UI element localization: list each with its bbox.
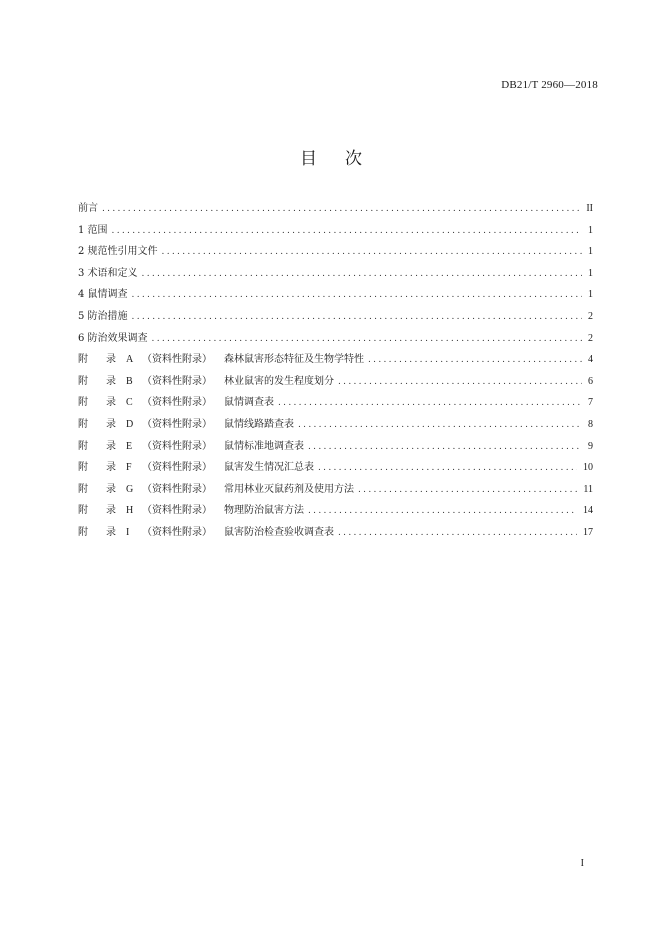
- toc-entry-page: 1: [588, 224, 593, 236]
- appendix-letter: H: [126, 505, 134, 517]
- toc-title: [0, 144, 662, 169]
- toc-appendix-label: [78, 479, 354, 501]
- toc-leader-dots: [338, 372, 582, 393]
- appendix-type: （资料性附录）: [142, 526, 212, 538]
- appendix-letter: B: [126, 375, 133, 387]
- toc-appendix-label: [78, 371, 334, 393]
- table-of-contents: [78, 198, 593, 544]
- appendix-word-1: 附: [78, 526, 88, 538]
- appendix-letter: F: [126, 462, 132, 474]
- toc-leader-dots: [298, 415, 582, 436]
- toc-leader-dots: [308, 501, 577, 522]
- appendix-letter: I: [126, 526, 130, 538]
- toc-entry-terms-definitions[interactable]: [78, 263, 593, 285]
- toc-entry-label: 前言: [78, 203, 98, 214]
- appendix-type: （资料性附录）: [142, 397, 212, 409]
- toc-entry-rodent-survey[interactable]: [78, 284, 593, 306]
- appendix-word-2: 录: [106, 462, 116, 474]
- toc-leader-dots: [152, 329, 582, 350]
- appendix-title: 鼠情调查表: [224, 397, 274, 409]
- toc-appendix-g[interactable]: [78, 479, 593, 501]
- toc-appendix-label: [78, 522, 334, 544]
- toc-appendix-label: [78, 436, 304, 458]
- toc-entry-page: 2: [588, 310, 593, 322]
- toc-leader-dots: [132, 285, 582, 306]
- appendix-type: （资料性附录）: [142, 375, 212, 387]
- toc-leader-dots: [368, 350, 582, 371]
- toc-leader-dots: [132, 307, 582, 328]
- toc-leader-dots: [278, 393, 582, 414]
- toc-entry-page: 14: [583, 505, 593, 517]
- toc-appendix-i[interactable]: [78, 522, 593, 544]
- appendix-word-2: 录: [106, 483, 116, 495]
- appendix-word-2: 录: [106, 354, 116, 366]
- toc-entry-page: 1: [588, 289, 593, 301]
- toc-appendix-label: [78, 500, 304, 522]
- appendix-title: 常用林业灭鼠药剂及使用方法: [224, 483, 354, 495]
- toc-entry-normative-references[interactable]: [78, 241, 593, 263]
- appendix-title: 鼠情标准地调查表: [224, 440, 304, 452]
- toc-entry-foreword[interactable]: [78, 198, 593, 220]
- appendix-word-1: 附: [78, 505, 88, 517]
- toc-appendix-a[interactable]: [78, 349, 593, 371]
- toc-appendix-h[interactable]: [78, 500, 593, 522]
- toc-appendix-b[interactable]: [78, 371, 593, 393]
- toc-entry-page: 11: [583, 483, 593, 495]
- toc-appendix-label: [78, 414, 294, 436]
- appendix-letter: C: [126, 397, 133, 409]
- toc-entry-page: 2: [588, 332, 593, 344]
- appendix-type: （资料性附录）: [142, 418, 212, 430]
- appendix-type: （资料性附录）: [142, 440, 212, 452]
- toc-entry-page: 8: [588, 418, 593, 430]
- appendix-type: （资料性附录）: [142, 462, 212, 474]
- appendix-title: 鼠情线路踏查表: [224, 418, 294, 430]
- appendix-letter: G: [126, 483, 134, 495]
- document-code: DB21/T 2960—2018: [501, 79, 598, 91]
- toc-title-char-1: 目: [300, 149, 317, 169]
- appendix-type: （资料性附录）: [142, 354, 212, 366]
- toc-entry-page: 7: [588, 397, 593, 409]
- toc-leader-dots: [162, 242, 582, 263]
- appendix-word-1: 附: [78, 397, 88, 409]
- appendix-letter: E: [126, 440, 133, 452]
- toc-entry-label: 4 鼠情调查: [78, 289, 128, 301]
- toc-appendix-e[interactable]: [78, 436, 593, 458]
- appendix-word-1: 附: [78, 483, 88, 495]
- appendix-word-2: 录: [106, 526, 116, 538]
- toc-entry-page: 1: [588, 246, 593, 258]
- toc-entry-control-effect-survey[interactable]: [78, 328, 593, 350]
- toc-leader-dots: [358, 480, 577, 501]
- toc-leader-dots: [308, 437, 582, 458]
- toc-appendix-f[interactable]: [78, 457, 593, 479]
- appendix-word-1: 附: [78, 462, 88, 474]
- appendix-word-2: 录: [106, 397, 116, 409]
- toc-title-char-2: 次: [345, 149, 362, 169]
- toc-entry-label: 1 范围: [78, 224, 108, 236]
- appendix-title: 森林鼠害形态特征及生物学特性: [224, 354, 364, 366]
- appendix-word-2: 录: [106, 418, 116, 430]
- toc-appendix-d[interactable]: [78, 414, 593, 436]
- footer-page-number: I: [580, 858, 584, 869]
- toc-appendix-c[interactable]: [78, 392, 593, 414]
- appendix-word-2: 录: [106, 375, 116, 387]
- appendix-word-1: 附: [78, 375, 88, 387]
- toc-entry-label: 3 术语和定义: [78, 267, 138, 279]
- toc-entry-page: 9: [588, 440, 593, 452]
- toc-appendix-label: [78, 457, 314, 479]
- toc-entry-label: 5 防治措施: [78, 310, 128, 322]
- toc-leader-dots: [142, 264, 582, 285]
- appendix-type: （资料性附录）: [142, 505, 212, 517]
- toc-leader-dots: [112, 221, 582, 242]
- toc-entry-page: 17: [583, 526, 593, 538]
- appendix-title: 林业鼠害的发生程度划分: [224, 375, 334, 387]
- toc-appendix-label: [78, 392, 274, 414]
- appendix-letter: D: [126, 418, 134, 430]
- toc-leader-dots: [338, 523, 577, 544]
- toc-entry-page: II: [586, 203, 593, 214]
- appendix-word-1: 附: [78, 418, 88, 430]
- appendix-word-1: 附: [78, 440, 88, 452]
- toc-entry-page: 1: [588, 267, 593, 279]
- appendix-word-2: 录: [106, 440, 116, 452]
- appendix-letter: A: [126, 354, 134, 366]
- toc-appendix-label: [78, 349, 364, 371]
- appendix-title: 鼠害发生情况汇总表: [224, 462, 314, 474]
- appendix-word-2: 录: [106, 505, 116, 517]
- toc-leader-dots: [318, 458, 577, 479]
- appendix-type: （资料性附录）: [142, 483, 212, 495]
- toc-entry-control-measures[interactable]: [78, 306, 593, 328]
- toc-entry-scope[interactable]: [78, 220, 593, 242]
- toc-entry-page: 10: [583, 462, 593, 474]
- toc-entry-label: 6 防治效果调查: [78, 332, 148, 344]
- toc-entry-page: 4: [588, 354, 593, 366]
- toc-entry-label: 2 规范性引用文件: [78, 246, 158, 258]
- appendix-title: 鼠害防治检查验收调查表: [224, 526, 334, 538]
- toc-leader-dots: [102, 199, 580, 220]
- appendix-word-1: 附: [78, 354, 88, 366]
- appendix-title: 物理防治鼠害方法: [224, 505, 304, 517]
- toc-entry-page: 6: [588, 375, 593, 387]
